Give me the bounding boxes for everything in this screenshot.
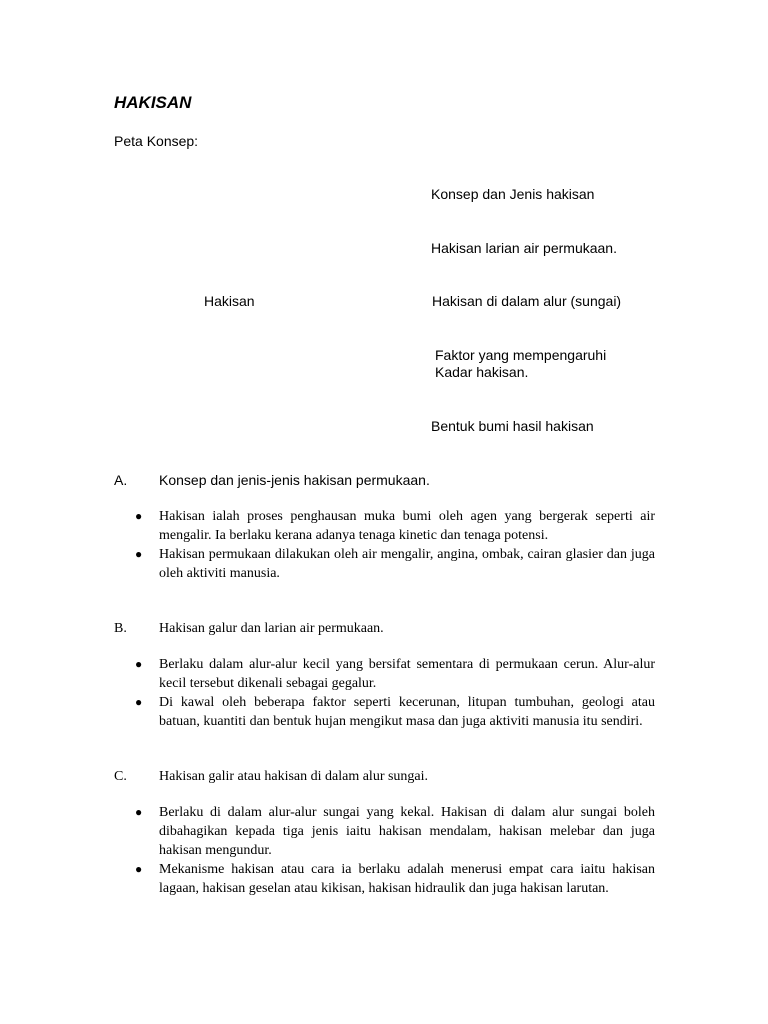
- concept-map-center: Hakisan: [204, 293, 255, 309]
- list-item: [135, 655, 655, 693]
- bullet-text: Hakisan ialah proses penghausan muka bumi oleh agen yang bergerak seperti air mengalir. Ia berlaku kerana adanya tenaga kinetic dan tenaga potensi.: [159, 509, 655, 543]
- section-b-bullets: [135, 655, 655, 731]
- concept-map-branch-1: Konsep dan Jenis hakisan: [431, 186, 595, 202]
- concept-map-branch-4-cont: Kadar hakisan.: [435, 364, 529, 380]
- section-c-letter: C.: [114, 769, 127, 784]
- section-b-letter: B.: [114, 621, 127, 636]
- bullet-icon: ●: [135, 509, 143, 523]
- bullet-icon: ●: [135, 805, 143, 819]
- bullet-icon: ●: [135, 695, 143, 709]
- section-a-title: Konsep dan jenis-jenis hakisan permukaan.: [159, 472, 430, 488]
- bullet-icon: ●: [135, 862, 143, 876]
- bullet-icon: ●: [135, 547, 143, 561]
- list-item: [135, 507, 655, 545]
- section-a-letter: A.: [114, 472, 128, 488]
- page-title: HAKISAN: [114, 93, 192, 112]
- section-c-title: Hakisan galir atau hakisan di dalam alur sungai.: [159, 769, 429, 784]
- bullet-text: Hakisan permukaan dilakukan oleh air mengalir, angina, ombak, cairan glasier dan juga oleh aktiviti manusia.: [159, 547, 655, 581]
- bullet-text: Di kawal oleh beberapa faktor seperti kecerunan, litupan tumbuhan, geologi atau batuan, kuantiti dan bentuk hujan mengikut masa dan juga aktiviti manusia itu sendiri.: [159, 695, 655, 729]
- concept-map-branch-3: Hakisan di dalam alur (sungai): [432, 293, 622, 309]
- section-c-bullets: [135, 803, 655, 898]
- bullet-text: Mekanisme hakisan atau cara ia berlaku adalah menerusi empat cara iaitu hakisan lagaan, hakisan geselan atau kikisan, hakisan hidraulik dan juga hakisan larutan.: [159, 862, 655, 896]
- concept-map-branch-2: Hakisan larian air permukaan.: [431, 240, 617, 256]
- list-item: [135, 860, 655, 898]
- section-a-bullets: [135, 507, 655, 583]
- section-b-title: Hakisan galur dan larian air permukaan.: [159, 621, 384, 636]
- list-item: [135, 803, 655, 860]
- concept-map-branch-4: Faktor yang mempengaruhi: [435, 347, 607, 363]
- page-subtitle: Peta Konsep:: [114, 133, 199, 149]
- bullet-text: Berlaku dalam alur-alur kecil yang bersifat sementara di permukaan cerun. Alur-alur kecil tersebut dikenali sebagai gegalur.: [159, 657, 655, 691]
- bullet-text: Berlaku di dalam alur-alur sungai yang kekal. Hakisan di dalam alur sungai boleh dibahagikan kepada tiga jenis iaitu hakisan mendalam, hakisan melebar dan juga hakisan mengundur.: [159, 805, 655, 858]
- list-item: [135, 545, 655, 583]
- concept-map-branch-5: Bentuk bumi hasil hakisan: [431, 418, 594, 434]
- list-item: [135, 693, 655, 731]
- bullet-icon: ●: [135, 657, 143, 671]
